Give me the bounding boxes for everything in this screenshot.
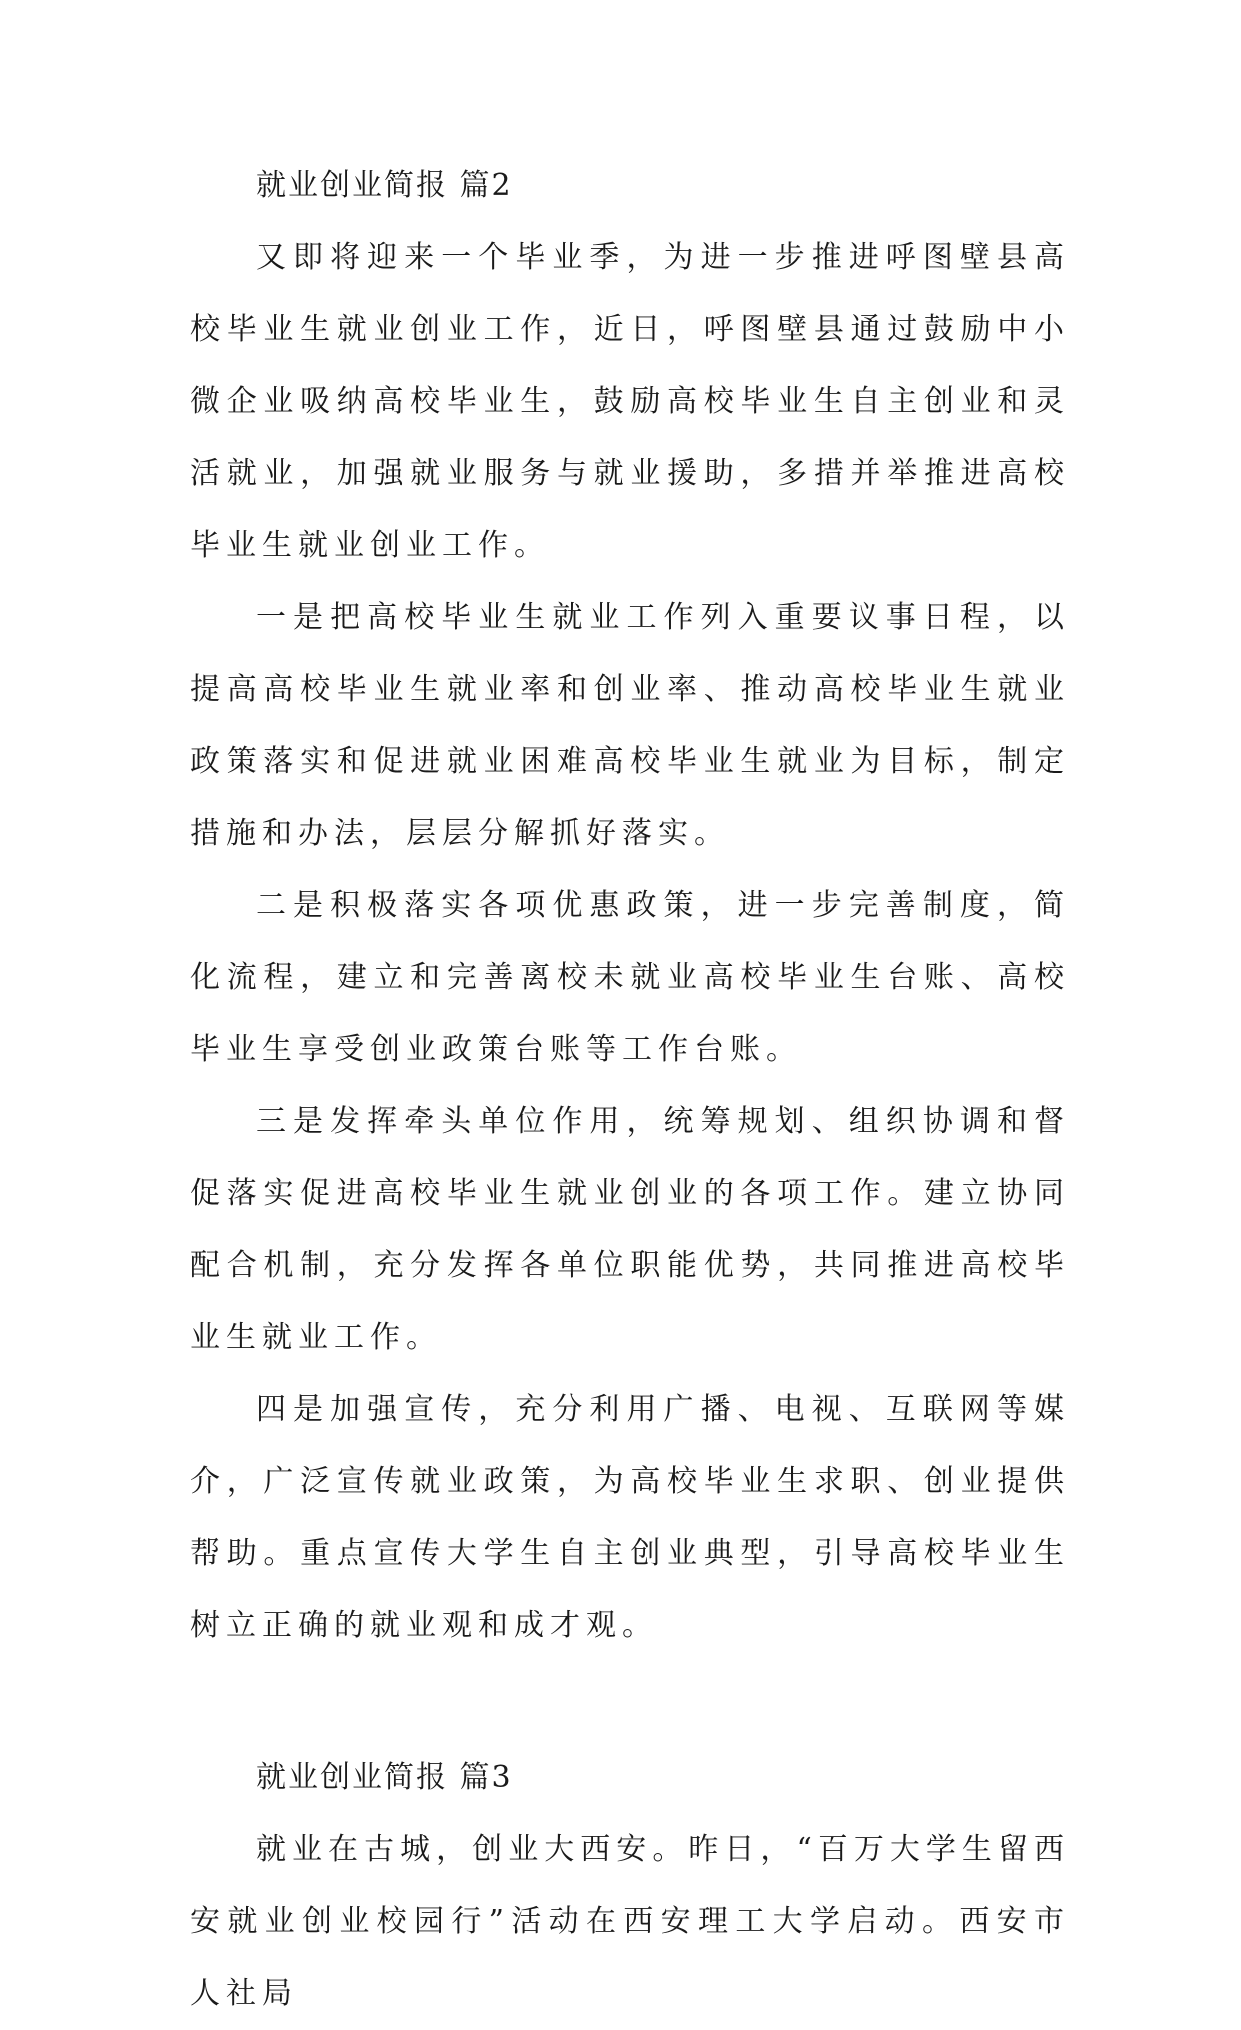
document-body — [190, 150, 1070, 2030]
section-title: 就业创业简报 篇2 — [256, 168, 513, 203]
paragraph: 二是积极落实各项优惠政策，进一步完善制度，简化流程，建立和完善离校未就业高校毕业生台账、高校毕业生享受创业政策台账等工作台账。 — [190, 888, 1070, 1067]
section-gap — [190, 1662, 1070, 1742]
paragraph: 又即将迎来一个毕业季，为进一步推进呼图壁县高校毕业生就业创业工作，近日，呼图壁县通过鼓励中小微企业吸纳高校毕业生，鼓励高校毕业生自主创业和灵活就业，加强就业服务与就业援助，多措并举推进高校毕业生就业创业工作。 — [190, 240, 1070, 563]
section-title: 就业创业简报 篇3 — [256, 1760, 513, 1795]
paragraph: 四是加强宣传，充分利用广播、电视、互联网等媒介，广泛宣传就业政策，为高校毕业生求职、创业提供帮助。重点宣传大学生自主创业典型，引导高校毕业生树立正确的就业观和成才观。 — [190, 1392, 1070, 1643]
paragraph: 就业在古城，创业大西安。昨日，“百万大学生留西安就业创业校园行”活动在西安理工大学启动。西安市人社局 — [190, 1832, 1070, 2011]
paragraph: 三是发挥牵头单位作用，统筹规划、组织协调和督促落实促进高校毕业生就业创业的各项工作。建立协同配合机制，充分发挥各单位职能优势，共同推进高校毕业生就业工作。 — [190, 1104, 1070, 1355]
paragraph: 一是把高校毕业生就业工作列入重要议事日程，以提高高校毕业生就业率和创业率、推动高校毕业生就业政策落实和促进就业困难高校毕业生就业为目标，制定措施和办法，层层分解抓好落实。 — [190, 600, 1070, 851]
